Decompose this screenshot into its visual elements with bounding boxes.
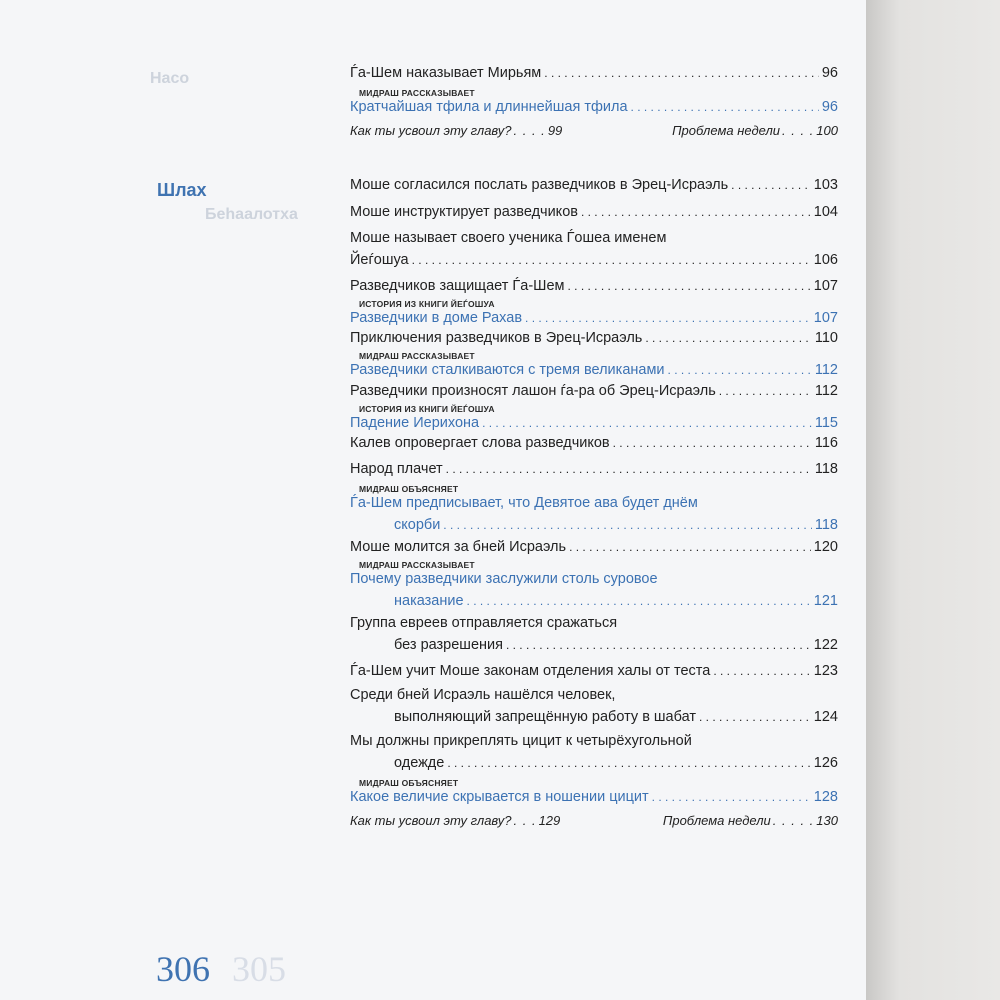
toc-entry-kicker: МИДРАШ ОБЪЯСНЯЕТ <box>359 778 459 788</box>
toc-entry[interactable] <box>350 229 838 277</box>
toc-entry[interactable] <box>350 686 838 732</box>
toc-entry-highlight[interactable] <box>350 351 838 382</box>
toc-entry-page: 118 <box>814 461 838 477</box>
toc-entry[interactable] <box>350 277 838 299</box>
toc-entry-title: Какое величие скрывается в ношении цицит <box>350 789 649 805</box>
toc-entry-page: 122 <box>813 637 838 653</box>
page-number: 306 <box>156 949 210 989</box>
toc-entry-title-cont: одежде <box>394 755 445 771</box>
toc-entry-title-cont: скорби <box>394 517 441 533</box>
toc-entry-title: Ѓа-Шем учит Моше законам отделения халы от теста <box>350 663 711 679</box>
toc-entry-title: Приключения разведчиков в Эрец-Исраэль <box>350 330 643 346</box>
show-through-page-number: 305 <box>232 949 286 989</box>
toc-entry[interactable] <box>350 176 838 203</box>
toc-entry-title: Разведчики произносят лашон ѓа-ра об Эрец-Исраэль <box>350 383 716 399</box>
toc-entry[interactable] <box>350 662 838 686</box>
toc-entry-page: 103 <box>813 177 838 193</box>
toc-entry-title: Разведчики в доме Рахав <box>350 310 523 326</box>
toc-entry-title: Моше инструктирует разведчиков <box>350 204 578 220</box>
toc-entry-page: 116 <box>814 435 838 451</box>
toc-entry-title: Среди бней Исраэль нашёлся человек, <box>350 687 616 703</box>
toc-entry-page: 107 <box>813 278 838 294</box>
toc-entry-title: Народ плачет <box>350 461 443 477</box>
toc-entry-page: 106 <box>813 252 838 268</box>
toc-entry-highlight[interactable] <box>350 484 838 538</box>
toc-entry-title: Калев опровергает слова разведчиков <box>350 435 610 451</box>
review-page: 129 <box>538 813 561 828</box>
toc-entry-title: Моше называет своего ученика Ѓошеа именем <box>350 230 667 246</box>
toc-entry-kicker: ИСТОРИЯ ИЗ КНИГИ ЙЕЃОШУА <box>359 299 495 309</box>
toc-entry-title-cont: наказание <box>394 593 464 609</box>
section-title: Шлах <box>157 180 207 200</box>
toc-entry-page: 120 <box>813 539 838 555</box>
review-label[interactable]: Как ты усвоил эту главу? <box>350 123 512 138</box>
toc-entry-highlight[interactable] <box>350 88 838 120</box>
toc-entry-page: 107 <box>813 310 838 326</box>
toc-entry-highlight[interactable] <box>350 404 838 434</box>
problem-label[interactable]: Проблема недели <box>672 123 780 138</box>
toc-entry-kicker: МИДРАШ ОБЪЯСНЯЕТ <box>359 484 459 494</box>
toc-entry[interactable] <box>350 64 838 88</box>
toc-entry-title-cont: без разрешения <box>394 637 503 653</box>
toc-entry-title: Кратчайшая тфила и длиннейшая тфила <box>350 99 628 115</box>
toc-entry-highlight[interactable] <box>350 299 838 329</box>
toc-entry[interactable] <box>350 329 838 351</box>
toc-entry-title: Моше согласился послать разведчиков в Эрец-Исраэль <box>350 177 729 193</box>
review-label[interactable]: Как ты усвоил эту главу? <box>350 813 512 828</box>
toc-entry-page: 126 <box>813 755 838 771</box>
toc-entry-page: 96 <box>821 65 838 81</box>
toc-entry-title: Разведчиков защищает Ѓа-Шем <box>350 278 565 294</box>
toc-entry[interactable] <box>350 203 838 229</box>
toc-entry-page: 121 <box>813 593 838 609</box>
table-of-contents <box>350 64 838 834</box>
toc-entry-page: 128 <box>813 789 838 805</box>
toc-entry-page: 104 <box>813 204 838 220</box>
toc-entry-title: Ѓа-Шем предписывает, что Девятое ава будет днём <box>350 495 698 511</box>
toc-entry-page: 96 <box>821 99 838 115</box>
toc-entry[interactable] <box>350 732 838 778</box>
toc-entry-highlight[interactable] <box>350 778 838 810</box>
toc-entry-kicker: МИДРАШ РАССКАЗЫВАЕТ <box>359 88 475 98</box>
toc-entry-title: Падение Иерихона <box>350 415 480 431</box>
toc-entry-title: Ѓа-Шем наказывает Мирьям <box>350 65 542 81</box>
toc-entry-title: Мы должны прикреплять цицит к четырёхугольной <box>350 733 692 749</box>
toc-entry[interactable] <box>350 538 838 560</box>
toc-entry-title: Моше молится за бней Исраэль <box>350 539 567 555</box>
toc-entry-title: Разведчики сталкиваются с тремя великанами <box>350 362 665 378</box>
toc-entry-page: 124 <box>813 709 838 725</box>
toc-entry-page: 118 <box>814 517 838 533</box>
review-page: 99 <box>547 123 563 138</box>
toc-entry-title-cont: Йеѓошуа <box>350 252 409 268</box>
book-gutter-shadow <box>866 0 1000 1000</box>
toc-entry-kicker: ИСТОРИЯ ИЗ КНИГИ ЙЕЃОШУА <box>359 404 495 414</box>
toc-entry-highlight[interactable] <box>350 560 838 614</box>
toc-entry[interactable] <box>350 434 838 460</box>
toc-entry-kicker: МИДРАШ РАССКАЗЫВАЕТ <box>359 351 475 361</box>
problem-label[interactable]: Проблема недели <box>662 813 771 828</box>
problem-page: 100 <box>816 123 838 138</box>
show-through-text: Насо <box>150 70 190 87</box>
toc-entry-page: 112 <box>814 362 838 378</box>
toc-entry-page: 110 <box>814 330 838 346</box>
problem-page: 130 <box>816 813 838 828</box>
toc-entry-page: 112 <box>814 383 838 399</box>
toc-entry[interactable] <box>350 614 838 662</box>
toc-entry-title: Почему разведчики заслужили столь суровое <box>350 571 658 587</box>
toc-entry-title-cont: выполняющий запрещённую работу в шабат <box>394 709 696 725</box>
review-row: Как ты усвоил эту главу? . . . 129 Проблема недели . . . . . 130 <box>350 813 838 828</box>
toc-entry[interactable] <box>350 382 838 404</box>
toc-entry[interactable] <box>350 460 838 484</box>
review-row: Как ты усвоил эту главу? . . . . 99 Проблема недели . . . . 100 <box>350 123 838 138</box>
toc-entry-kicker: МИДРАШ РАССКАЗЫВАЕТ <box>359 560 475 570</box>
toc-entry-page: 115 <box>814 415 838 431</box>
toc-entry-title: Группа евреев отправляется сражаться <box>350 615 618 631</box>
toc-entry-page: 123 <box>813 663 838 679</box>
show-through-text: Беhaалотха <box>205 206 298 223</box>
